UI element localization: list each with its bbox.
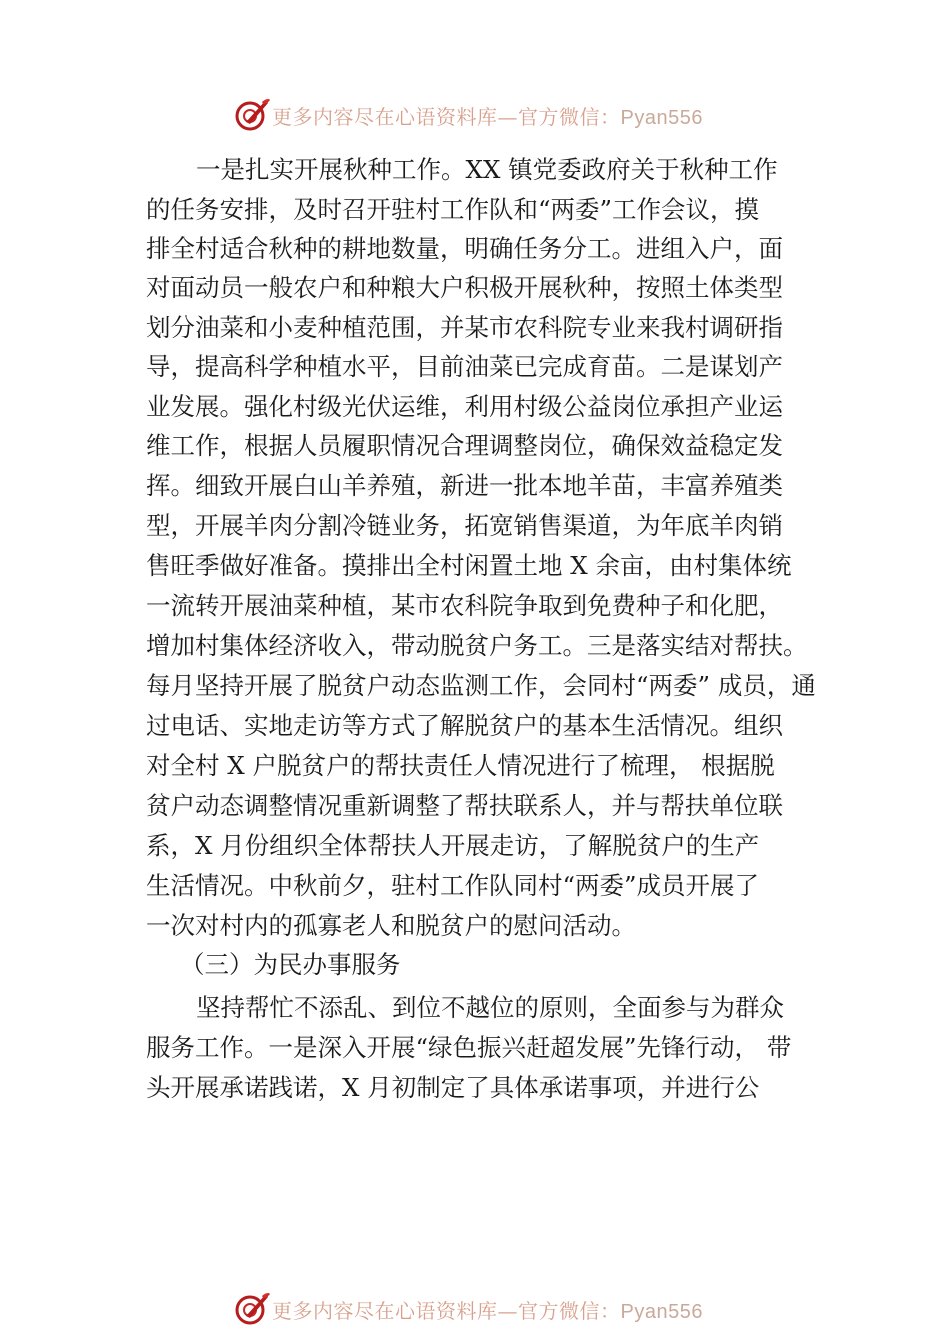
text-line: 型，开展羊肉分割冷链业务，拓宽销售渠道，为年底羊肉销 [146,511,783,540]
text-line: 增加村集体经济收入，带动脱贫户务工。三是落实结对帮扶。 [146,631,808,660]
text-line: 排全村适合秋种的耕地数量，明确任务分工。进组入户，面 [146,234,783,263]
text-line: 售旺季做好准备。摸排出全村闲置土地 X 余亩，由村集体统 [146,551,792,580]
text-line: 每月坚持开展了脱贫户动态监测工作，会同村“两委” 成员，通 [146,671,816,700]
banner-text: 更多内容尽在心语资料库—官方微信：Pyan556 [272,105,703,129]
wechat-id: Pyan556 [620,107,703,129]
text-line: 一是扎实开展秋种工作。XX 镇党委政府关于秋种工作 [196,155,778,184]
section-heading: （三）为民办事服务 [180,950,401,979]
quill-seal-icon [232,94,272,134]
text-line: 过电话、实地走访等方式了解脱贫户的基本生活情况。组织 [146,711,783,740]
text-line: 的任务安排，及时召开驻村工作队和“两委”工作会议，摸 [146,195,760,224]
text-line: 一次对村内的孤寡老人和脱贫户的慰问活动。 [146,911,636,940]
text-line: 对面动员一般农户和种粮大户积极开展秋种，按照土体类型 [146,273,783,302]
header-banner [232,94,732,134]
text-line: 导，提高科学种植水平，目前油菜已完成育苗。二是谋划产 [146,352,783,381]
text-line: 生活情况。中秋前夕，驻村工作队同村“两委”成员开展了 [146,871,760,900]
text-line: 业发展。强化村级光伏运维，利用村级公益岗位承担产业运 [146,392,783,421]
text-line: 一流转开展油菜种植，某市农科院争取到免费种子和化肥， [146,591,783,620]
text-line: 头开展承诺践诺，X 月初制定了具体承诺事项，并进行公 [146,1073,760,1102]
text-line: 系，X 月份组织全体帮扶人开展走访，了解脱贫户的生产 [146,831,760,860]
wechat-id: Pyan556 [620,1301,703,1323]
quill-seal-icon [232,1288,272,1328]
text-line: 划分油菜和小麦种植范围，并某市农科院专业来我村调研指 [146,313,783,342]
text-line: 维工作，根据人员履职情况合理调整岗位，确保效益稳定发 [146,431,783,460]
text-line: 贫户动态调整情况重新调整了帮扶联系人，并与帮扶单位联 [146,791,783,820]
text-line: 挥。细致开展白山羊养殖，新进一批本地羊苗，丰富养殖类 [146,471,783,500]
footer-banner [232,1288,732,1328]
text-line: 服务工作。一是深入开展“绿色振兴赶超发展”先锋行动， 带 [146,1033,792,1062]
text-line: 坚持帮忙不添乱、到位不越位的原则，全面参与为群众 [196,993,784,1022]
banner-text: 更多内容尽在心语资料库—官方微信：Pyan556 [272,1299,703,1323]
text-line: 对全村 X 户脱贫户的帮扶责任人情况进行了梳理， 根据脱 [146,751,775,780]
